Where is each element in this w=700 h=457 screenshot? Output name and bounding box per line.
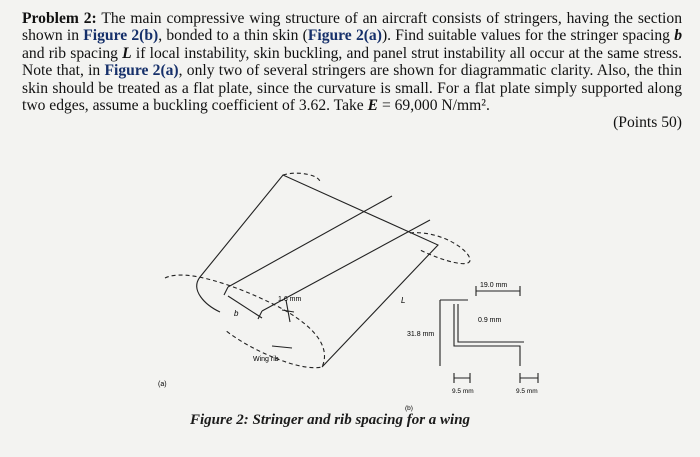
problem-text-2: , bonded to a thin skin ( bbox=[158, 27, 308, 45]
problem-text-7: = 69,000 N/mm². bbox=[378, 97, 490, 115]
height-318-label: 31.8 mm bbox=[407, 331, 435, 338]
right-rib-dashed bbox=[410, 233, 470, 264]
skin-thickness-marker bbox=[282, 300, 294, 322]
problem-statement bbox=[22, 10, 682, 132]
width-19-label: 19.0 mm bbox=[480, 282, 508, 289]
flange-dimension-1 bbox=[454, 373, 470, 383]
wing-rib-edge bbox=[197, 277, 220, 312]
flange-95-label-2: 9.5 mm bbox=[516, 388, 538, 395]
thickness-label: 1.6 mm bbox=[278, 296, 302, 303]
figure-2b-reference: Figure 2(b) bbox=[83, 27, 159, 45]
figure-2a-reference: Figure 2(a) bbox=[307, 27, 382, 45]
figure-2 bbox=[0, 150, 700, 452]
spacing-b-label: b bbox=[234, 309, 239, 318]
problem-text-3: ). Find suitable values for the stringer spacing bbox=[381, 27, 675, 45]
problem-text-1: The main compressive wing structure of an aircraft consists of stringers, having the section shown in bbox=[22, 10, 682, 45]
subfigure-b-label: (b) bbox=[405, 405, 413, 412]
points-label: (Points 50) bbox=[613, 114, 682, 132]
problem-text-4: and rib spacing bbox=[22, 44, 123, 62]
wing-rib-dashed bbox=[165, 275, 325, 368]
problem-heading: Problem 2: bbox=[22, 10, 97, 27]
figure-2-drawing bbox=[0, 150, 700, 452]
wing-rib-label: Wing rib bbox=[253, 356, 279, 363]
variable-L: L bbox=[122, 44, 132, 62]
stringer-1 bbox=[228, 196, 392, 287]
wing-rib-leader bbox=[272, 346, 292, 348]
thickness-09-label: 0.9 mm bbox=[478, 317, 502, 324]
stringer-section bbox=[454, 304, 520, 366]
rib-spacing-L-label: L bbox=[401, 296, 406, 305]
subfigure-a-label: (a) bbox=[158, 381, 167, 388]
figure-caption: Figure 2: Stringer and rib spacing for a wing bbox=[190, 412, 471, 428]
problem-text-5: if local instability, skin buckling, and panel strut instability all occur at the same stress. Note that, in bbox=[22, 44, 682, 80]
problem-text-6: , only two of several stringers are shown for diagrammatic clarity. Also, the thin skin should be treated as a flat plate, since the curvature is small. For a flat plate simply supported along two edges, assume a buckling coefficient of 3.62. Take bbox=[22, 62, 682, 115]
figure-2a-reference-2: Figure 2(a) bbox=[104, 62, 179, 80]
variable-b: b bbox=[674, 27, 682, 45]
flange-dimension-2 bbox=[520, 373, 538, 383]
flange-95-label-1: 9.5 mm bbox=[452, 388, 474, 395]
variable-E: E bbox=[367, 97, 379, 115]
